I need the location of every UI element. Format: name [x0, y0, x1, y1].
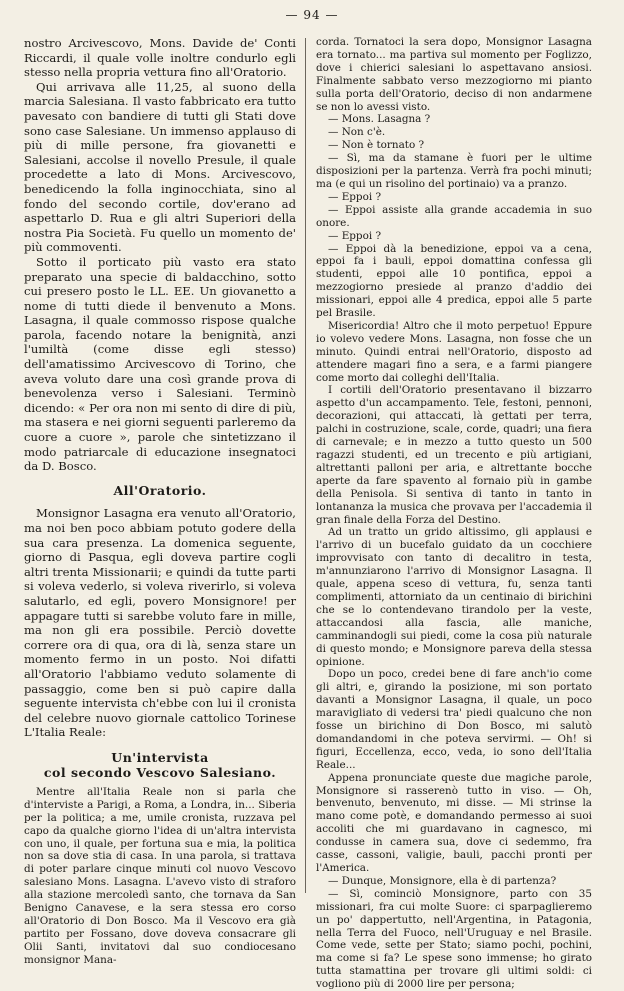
dialogue-line: — Sì, ma da stamane è fuori per le ultime disposizioni per la partenza. Verrà fra pochi minuti; ma (e qui un risolino del portinaio) va a pranzo.	[316, 152, 592, 190]
paragraph: Mentre all'Italia Reale non si parla che d'interviste a Parigi, a Roma, a Londra, in... Siberia per la politica; a me, umile cronista, ruzzava pel capo da qualche giorno l'idea di un'altra intervista con uno, il quale, per fortuna sua e mia, la politica non sa dove stia di casa. In una parola, si trattava di poter parlare cinque minuti col nuovo Vescovo salesiano Mons. Lasagna. L'avevo visto di straforo alla stazione mercoledì santo, che tornava da San Benigno Canavese, e la sera stessa ero corso all'Oratorio di Don Bosco. Ma il Vescovo era già partito per Fossano, dove doveva consacrare gli Olii Santi, invitatovi dal suo condiocesano monsignor Mana-	[24, 785, 296, 966]
heading-line: col secondo Vescovo Salesiano.	[43, 764, 277, 780]
dialogue-line: — Eppoi assiste alla grande accademia in suo onore.	[316, 203, 592, 229]
dialogue-line: — Eppoi ?	[328, 190, 382, 203]
page-number: — 94 —	[285, 8, 339, 22]
left-column	[24, 36, 296, 967]
dialogue-line: — Eppoi ?	[328, 229, 382, 242]
paragraph: Qui arrivava alle 11,25, al suono della marcia Salesiana. Il vasto fabbricato era tutto pavesato con bandiere di tutti gli Stati dove sono case Salesiane. Un immenso applauso di più di mille persone, fra giovanetti e Salesiani, accolse il novello Presule, il quale procedette a lato di Mons. Arcivescovo, benedicendo la folla inginocchiata, sino al fondo del secondo cortile, dov'erano ad aspettarlo D. Rua e gli altri Superiori della nostra Pia Società. Fu quello un momento de' più commoventi.	[24, 79, 296, 255]
paragraph: Ad un tratto un grido altissimo, gli applausi e l'arrivo di un bucefalo guidato da un cocchiere improvvisato con tanto di decalitro in testa, m'annunziarono l'arrivo di Monsignor Lasagna. Il quale, appena sceso di vettura, fu, senza tanti complimenti, attorniato da un centinaio di birichini che se lo contendevano tirandolo per la veste, attaccandosi alla fascia, alle maniche, camminandogli sui piedi, come la cosa più naturale di questo mondo; e Monsignore pareva della stessa opinione.	[316, 526, 592, 668]
paragraph: Dopo un poco, credei bene di fare anch'io come gli altri, e, girando la posizione, mi son portato davanti a Monsignor Lasagna, il quale, un poco maravigliato di vedersi tra' piedi qualcuno che non fosse un birichino di Don Bosco, mi salutò domandandomi in che poteva servirmi. — Oh! si figuri, Eccellenza, ecco, veda, io sono dell'Italia Reale...	[316, 668, 592, 771]
paragraph: Misericordia! Altro che il moto perpetuo! Eppure io volevo vedere Mons. Lasagna, non fosse che un minuto. Quindi entrai nell'Oratorio, disposto ad attendere magari fino a sera, e a farmi piangere come morto dai colleghi dell'Italia.	[316, 319, 592, 384]
paragraph: Sotto il porticato più vasto era stato preparato una specie di baldacchino, sotto cui presero posto le LL. EE. Un giovanetto a nome di tutti diede il benvenuto a Mons. Lasagna, il quale commosso rispose qualche parola, facendo notare la benignità, anzi l'umiltà (come disse egli stesso) dell'amatissimo Arcivescovo di Torino, che aveva voluto dare una così grande prova di benevolenza verso i Salesiani. Terminò dicendo: « Per ora non mi sento di dire di più, ma stasera e nei giorni seguenti parleremo da cuore a cuore », parole che sintetizzano il modo patriarcale di educazione insegnatoci da D. Bosco.	[24, 254, 296, 474]
dialogue-line: — Non è tornato ?	[328, 139, 425, 152]
dialogue-line: — Mons. Lasagna ?	[328, 113, 431, 126]
heading-line: Un'intervista	[111, 749, 209, 765]
section-heading: All'Oratorio.	[113, 482, 207, 498]
paragraph: Monsignor Lasagna era venuto all'Oratorio, ma noi ben poco abbiam potuto godere della sua cara presenza. La domenica seguente, giorno di Pasqua, egli doveva partire cogli altri trenta Missionarii; e quindi da tutte parti si voleva vederlo, si voleva riverirlo, si voleva salutarlo, ed egli, povero Monsignore! per appagare tutti si sarebbe voluto fare in mille, ma non gli era possibile. Perciò dovette correre ora di qua, ora di là, senza stare un momento fermo in un posto. Noi difatti all'Oratorio l'abbiamo veduto solamente di passaggio, come ben si può capire dalla seguente intervista ch'ebbe con lui il cronista del celebre nuovo giornale cattolico Torinese L'Italia Reale:	[24, 506, 296, 740]
paragraph: corda. Tornatoci la sera dopo, Monsignor Lasagna era tornato... ma partiva sul momento per Foglizzo, dove i chierici salesiani lo aspettavano ansiosi. Finalmente sabbato verso mezzogiorno mi pianto sulla porta dell'Oratorio, deciso di non andarmene se non lo avessi visto.	[316, 36, 592, 113]
paragraph: nostro Arcivescovo, Mons. Davide de' Conti Riccardi, il quale volle inoltre condurlo egli stesso nella propria vettura fino all'Oratorio.	[24, 36, 296, 80]
paragraph: I cortili dell'Oratorio presentavano il bizzarro aspetto d'un accampamento. Tele, festoni, pennoni, decorazioni, qui attaccati, là gettati per terra, palchi in costruzione, scale, corde, quadri; una fiera di carnevale; e in mezzo a tutto questo un 500 ragazzi studenti, ed un trecento e più artigiani, altrettanti palloni per aria, e altrettante bocche aperte da fare spavento al fornaio più in gambe della Penisola. Si sentiva di tanto in tanto in lontananza la musica che provava per l'accademia il gran finale della Forza del Destino.	[316, 384, 592, 526]
paragraph: — Sì, cominciò Monsignore, parto con 35 missionari, fra cui molte Suore: ci sparpaglieremo un po' dappertutto, nell'Argentina, in Patagonia, nella Terra del Fuoco, nell'Uruguay e nel Brasile. Come vede, sette per Stato; siamo pochi, pochini, ma come si fa? Le spese sono immense; ho girato tutta stamattina per trovare gli ultimi soldi: ci vogliono più di 2000 lire per persona;	[316, 887, 592, 991]
dialogue-line: — Eppoi dà la benedizione, eppoi va a cena, eppoi fa i bauli, eppoi domattina confessa gli studenti, eppoi alle 10 pontifica, eppoi a mezzogiorno presiede al pranzo d'addio dei missionari, eppoi alle 4 predica, eppoi alle 5 parte pel Brasile.	[316, 242, 592, 320]
section-heading	[24, 750, 296, 780]
column-divider	[305, 38, 306, 893]
dialogue-line: — Dunque, Monsignore, ella è di partenza?	[328, 874, 557, 887]
paragraph: Appena pronunciate queste due magiche parole, Monsignore si rasserenò tutto in viso. — Oh, benvenuto, benvenuto, mi disse. — Mi strinse la mano come potè, e domandando permesso ai suoi accoliti che mi guardavano in cagnesco, mi condusse in camera sua, dove ci sedemmo, fra casse, cassoni, valigie, bauli, pacchi pronti per l'America.	[316, 771, 592, 874]
right-column	[316, 36, 592, 991]
dialogue-line: — Non c'è.	[328, 126, 386, 139]
